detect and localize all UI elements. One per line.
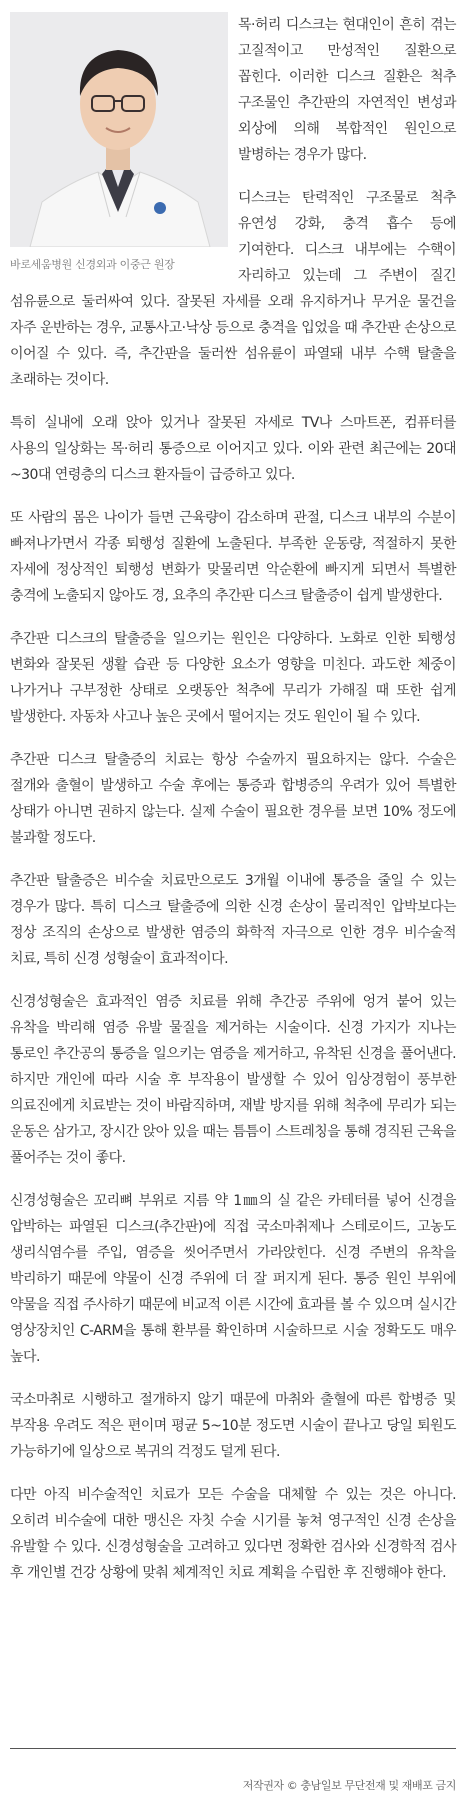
article-paragraph: 국소마취로 시행하고 절개하지 않기 때문에 마취와 출혈에 따른 합병증 및 부작용 우려도 적은 편이며 평균 5~10분 정도면 시술이 끝나고 당일 퇴원도 가능하기에 일상으로 복귀의 걱정도 덜게 된다. bbox=[10, 1392, 456, 1460]
article-paragraph: 추간판 탈출증은 비수술 치료만으로도 3개월 이내에 통증을 줄일 수 있는 경우가 많다. 특히 디스크 탈출증에 의한 신경 손상이 물리적인 압박보다는 정상 조직의 손상으로 발생한 염증의 화학적 자극으로 인한 경우 비수술적 치료, 특히 신경 성형술이 효과적이다. bbox=[10, 873, 456, 967]
article-paragraph: 디스크는 탄력적인 구조물로 척추 유연성 강화, 충격 흡수 등에 기여한다. 디스크 내부에는 수핵이 자리하고 있는데 그 주변이 질긴 섬유륜으로 둘러싸여 있다. 잘못된 자세를 오래 유지하거나 무거운 물건을 자주 운반하는 경우, 교통사고·낙상 등으로 충격을 입었을 때 추간판 손상으로 이어질 수 있다. 즉, 추간판을 둘러싼 섬유륜이 파열돼 내부 수핵 탈출을 초래하는 것이다. bbox=[10, 190, 456, 388]
article-paragraph: 추간판 디스크의 탈출증을 일으키는 원인은 다양하다. 노화로 인한 퇴행성 변화와 잘못된 생활 습관 등 다양한 요소가 영향을 미친다. 과도한 체중이 나가거나 구부정한 상태로 오랫동안 척추에 무리가 가해질 때 또한 쉽게 발생한다. 자동차 사고나 높은 곳에서 떨어지는 것도 원인이 될 수 있다. bbox=[10, 631, 456, 725]
article-paragraph: 신경성형술은 꼬리뼈 부위로 지름 약 1㎜의 실 같은 카테터를 넣어 신경을 압박하는 파열된 디스크(추간판)에 직접 국소마취제나 스테로이드, 고농도 생리식염수를 주입, 염증을 씻어주면서 가라앉힌다. 신경 주변의 유착을 박리하기 때문에 약물이 신경 주위에 더 잘 퍼지게 된다. 통증 원인 부위에 약물을 직접 주사하기 때문에 비교적 이른 시간에 효과를 볼 수 있으며 실시간 영상장치인 C-ARM을 통해 환부를 확인하며 시술하므로 시술 정확도도 매우 높다. bbox=[10, 1193, 456, 1365]
copyright-notice: 저작권자 © 충남일보 무단전재 및 재배포 금지 bbox=[242, 1779, 456, 1792]
article-paragraph: 신경성형술은 효과적인 염증 치료를 위해 추간공 주위에 엉겨 붙어 있는 유착을 박리해 염증 유발 물질을 제거하는 시술이다. 신경 가지가 지나는 통로인 추간공의 통증을 일으키는 염증을 제거하고, 유착된 신경을 풀어낸다. 하지만 개인에 따라 시술 후 부작용이 발생할 수 있어 임상경험이 풍부한 의료진에게 치료받는 것이 바람직하며, 재발 방지를 위해 척추에 무리가 되는 운동은 삼가고, 장시간 앉아 있을 때는 틈틈이 스트레칭을 통해 경직된 근육을 풀어주는 것이 좋다. bbox=[10, 994, 456, 1166]
doctor-photo bbox=[10, 12, 228, 247]
article-paragraph: 또 사람의 몸은 나이가 들면 근육량이 감소하며 관절, 디스크 내부의 수분이 빠져나가면서 각종 퇴행성 질환에 노출된다. 부족한 운동량, 적절하지 못한 자세에 정상적인 퇴행성 변화가 맞물리면 악순환에 빠지게 되면서 특별한 충격에 노출되지 않아도 경, 요추의 추간판 디스크 탈출증이 쉽게 발생한다. bbox=[10, 510, 456, 604]
article-body bbox=[10, 12, 456, 1603]
footer-divider bbox=[10, 1748, 456, 1749]
article-paragraph: 목·허리 디스크는 현대인이 흔히 겪는 고질적이고 만성적인 질환으로 꼽힌다. 이러한 디스크 질환은 척추 구조물인 추간판의 자연적인 변성과 외상에 의해 복합적인 원인으로 발병하는 경우가 많다. bbox=[238, 17, 456, 163]
article-paragraph: 다만 아직 비수술적인 치료가 모든 수술을 대체할 수 있는 것은 아니다. 오히려 비수술에 대한 맹신은 자칫 수술 시기를 놓쳐 영구적인 신경 손상을 유발할 수 있다. 신경성형술을 고려하고 있다면 정확한 검사와 신경학적 검사 후 개인별 건강 상황에 맞춰 체계적인 치료 계획을 수립한 후 진행해야 한다. bbox=[10, 1487, 456, 1581]
photo-caption: 바로세움병원 신경외과 이중근 원장 bbox=[10, 258, 175, 271]
doctor-figure bbox=[10, 12, 228, 273]
article-paragraph: 추간판 디스크 탈출증의 치료는 항상 수술까지 필요하지는 않다. 수술은 절개와 출혈이 발생하고 수술 후에는 통증과 합병증의 우려가 있어 특별한 상태가 아니면 권하지 않는다. 실제 수술이 필요한 경우를 보면 10% 정도에 불과할 정도다. bbox=[10, 752, 456, 846]
article-paragraph: 특히 실내에 오래 앉아 있거나 잘못된 자세로 TV나 스마트폰, 컴퓨터를 사용의 일상화는 목·허리 통증으로 이어지고 있다. 이와 관련 최근에는 20대~30대 연령층의 디스크 환자들이 급증하고 있다. bbox=[10, 415, 456, 483]
